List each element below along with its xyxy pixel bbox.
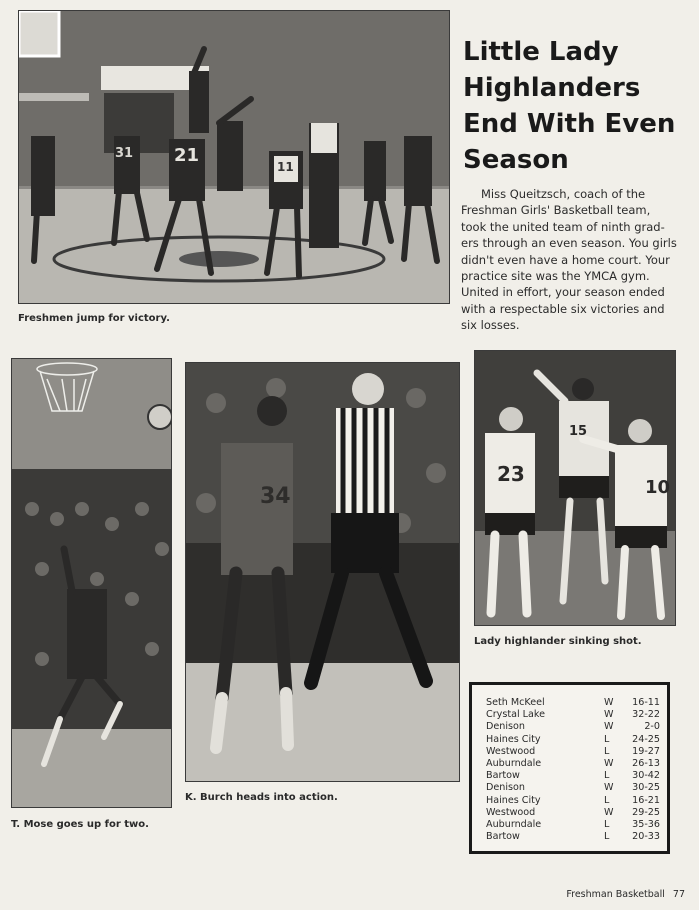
season-results-box: [469, 682, 670, 854]
body-line: ers through an even season. You girls: [461, 236, 677, 251]
game-result: W: [604, 782, 614, 794]
game-result: L: [604, 831, 610, 843]
score-row: [486, 782, 660, 794]
score-row: [486, 831, 660, 843]
game-score: 30-42: [632, 770, 660, 782]
game-result: W: [604, 806, 614, 818]
game-score: 19-27: [632, 745, 660, 757]
game-score: 16-11: [632, 697, 660, 708]
body-line: Miss Queitzsch, coach of the: [481, 187, 646, 201]
opponent-name: Crystal Lake: [486, 709, 546, 721]
caption-right-photo: Lady highlander sinking shot.: [474, 636, 642, 647]
game-score: 2-0: [644, 721, 660, 733]
title-line: Season: [463, 145, 569, 175]
opponent-name: Denison: [486, 721, 525, 733]
game-result: L: [604, 819, 610, 830]
opponent-name: Auburndale: [486, 758, 542, 769]
game-score: 35-36: [632, 819, 660, 830]
game-result: W: [604, 758, 614, 769]
title-line: Highlanders: [463, 73, 641, 103]
jersey-number: 23: [497, 462, 525, 486]
score-row: [486, 758, 660, 770]
score-row: [486, 734, 660, 746]
opponent-name: Denison: [486, 782, 525, 794]
body-line: six losses.: [461, 318, 520, 333]
score-row: [486, 807, 660, 819]
opponent-name: Seth McKeel: [486, 697, 545, 708]
score-row: [486, 709, 660, 721]
jersey-number: 31: [115, 146, 134, 161]
game-result: W: [604, 721, 614, 733]
game-result: W: [604, 697, 614, 708]
photo-sinking-shot: [474, 350, 676, 626]
game-score: 16-21: [632, 794, 660, 806]
game-result: L: [604, 733, 610, 745]
opponent-name: Auburndale: [486, 819, 542, 830]
game-result: L: [604, 745, 610, 757]
game-score: 32-22: [632, 709, 660, 721]
body-line: United in effort, your season ended: [461, 285, 665, 300]
body-line: didn't even have a home court. Your: [461, 252, 670, 267]
score-row: [486, 746, 660, 758]
caption-left-photo: T. Mose goes up for two.: [11, 819, 149, 830]
article-body: [461, 186, 683, 334]
opponent-name: Westwood: [486, 806, 536, 818]
game-result: L: [604, 770, 610, 782]
score-row: [486, 721, 660, 733]
page-footer: [558, 889, 685, 900]
score-row: [486, 697, 660, 709]
body-line: Freshman Girls' Basketball team,: [461, 203, 651, 218]
game-score: 20-33: [632, 831, 660, 843]
photo-layup: [11, 358, 172, 808]
game-score: 30-25: [632, 782, 660, 794]
body-line: practice site was the YMCA gym.: [461, 269, 650, 284]
game-score: 29-25: [632, 806, 660, 818]
photo-jump-ball: [18, 10, 450, 304]
game-score: 26-13: [632, 758, 660, 769]
page-number: 77: [672, 889, 685, 900]
jersey-number: 34: [260, 484, 291, 509]
caption-top-photo: Freshmen jump for victory.: [18, 313, 170, 324]
game-result: W: [604, 709, 614, 721]
score-row: [486, 795, 660, 807]
title-line: End With Even: [463, 109, 676, 139]
jersey-number: 21: [174, 145, 200, 166]
section-label: Freshman Basketball: [566, 889, 665, 900]
photo-player-referee: [185, 362, 460, 782]
opponent-name: Haines City: [486, 794, 541, 806]
jersey-number: 11: [277, 160, 294, 174]
jersey-number: 10: [645, 477, 671, 498]
article-title: [463, 34, 693, 178]
opponent-name: Bartow: [486, 831, 520, 843]
caption-middle-photo: K. Burch heads into action.: [185, 792, 338, 803]
game-score: 24-25: [632, 733, 660, 745]
score-row: [486, 770, 660, 782]
opponent-name: Westwood: [486, 745, 536, 757]
score-row: [486, 819, 660, 831]
opponent-name: Bartow: [486, 770, 520, 782]
body-line: took the united team of ninth grad-: [461, 219, 665, 234]
jersey-number: 15: [569, 424, 588, 439]
body-line: with a respectable six victories and: [461, 301, 665, 316]
title-line: Little Lady: [463, 37, 619, 67]
game-result: L: [604, 794, 610, 806]
opponent-name: Haines City: [486, 733, 541, 745]
